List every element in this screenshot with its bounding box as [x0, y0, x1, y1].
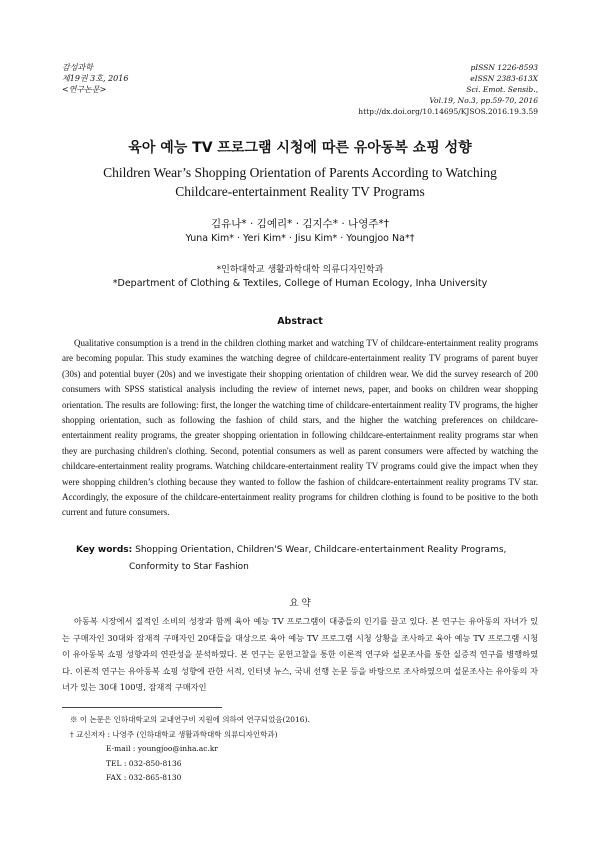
- authors-english: Yuna Kim* · Yeri Kim* · Jisu Kim* · Youngjoo Na*†: [185, 233, 415, 244]
- journal-header-left: [62, 62, 128, 95]
- title-english-line1: Children Wear’s Shopping Orientation of Parents According to Watching: [103, 165, 497, 180]
- title-korean: 육아 예능 TV 프로그램 시청에 따른 유아동복 쇼핑 성향: [128, 140, 472, 156]
- footnote-fax: FAX : 032-865-8130: [106, 773, 182, 782]
- title-english: [60, 163, 540, 201]
- summary-text: 아동복 시장에서 질적인 소비의 성장과 함께 육아 예능 TV 프로그램이 대중들의 인기를 끌고 있다. 본 연구는 유아동의 자녀가 있는 구매자인 30대와 잠재적 구매자인 20대들을 대상으로 육아 예능 TV 프로그램 시청 상황을 조사하고 육아 예능 TV 프로그램 시청이 유아동복 쇼핑 성향과의 연관성을 분석하였다. 본 연구는 문헌고찰을 통한 이론적 연구와 설문조사를 통한 실증적 연구를 병행하였다. 이론적 연구는 유아동복 쇼핑 성향에 관한 서적, 인터넷 뉴스, 국내 선행 논문 등을 바탕으로 조사하였으며 설문조사는 유아동의 자녀가 있는 30대 100명, 잠재적 구매자인: [62, 616, 538, 693]
- abstract-text: Qualitative consumption is a trend in the children clothing market and watching TV of childcare-entertainment reality programs are becoming popular. This study examines the watching degree of childcare-entertainment reality TV programs of parent buyer (30s) and potential buyer (20s) and we investigate their shopping orientation of children wear. We did the survey research of 200 consumers with SPSS statistical analysis including the review of internet news, paper, and books on children wear shopping orientation. The results are following: first, the longer the watching time of childcare-entertainment reality TV programs, the higher shopping orientation, such as following the fashion of child stars, and the higher the watching preferences on childcare-entertainment reality programs, the greater shopping orientation in following childcare-entertainment reality programs star when they are purchasing children's clothing. Second, potential consumers as well as parent consumers were affected by watching the childcare-entertainment reality programs. Watching childcare-entertainment reality TV programs could give the impact when they were shopping children’s clothing because they wanted to follow the fashion of childcare-entertainment reality programs TV star. Accordingly, the exposure of the childcare-entertainment reality programs for children clothing is found to be positive to the both current and future consumers.: [62, 338, 538, 518]
- footnotes: [70, 713, 310, 786]
- footnote-divider: [62, 707, 222, 708]
- title-english-line2: Childcare-entertainment Reality TV Programs: [175, 184, 425, 199]
- keywords-label: Key words:: [76, 545, 133, 555]
- pissn: pISSN 1226-8593: [470, 63, 538, 72]
- abstract-heading: Abstract: [277, 316, 323, 327]
- keywords: [76, 542, 538, 576]
- footnote-corresponding: † 교신저자 : 나영주 (인하대학교 생활과학대학 의류디자인학과): [70, 729, 278, 739]
- article-type: <연구논문>: [62, 85, 107, 94]
- eissn: eISSN 2383-613X: [470, 74, 538, 83]
- journal-volume-ko: 제19권 3호, 2016: [62, 74, 129, 83]
- journal-header-right: [358, 62, 538, 117]
- keywords-line1: Shopping Orientation, Children'S Wear, Childcare-entertainment Reality Programs,: [135, 545, 507, 555]
- footnote-tel: TEL : 032-850-8136: [106, 758, 182, 768]
- journal-name-ko: 감성과학: [62, 63, 93, 72]
- summary-heading: 요 약: [289, 598, 311, 609]
- affiliation-english: *Department of Clothing & Textiles, College of Human Ecology, Inha University: [112, 278, 488, 289]
- doi-link[interactable]: http://dx.doi.org/10.14695/KJSOS.2016.19.3.59: [358, 107, 538, 116]
- footnote-funding: ※ 이 논문은 인하대학교의 교내연구비 지원에 의하여 연구되었음(2016).: [70, 715, 310, 724]
- keywords-line2: Conformity to Star Fashion: [129, 562, 249, 572]
- footnote-email[interactable]: E-mail : youngjoo@inha.ac.kr: [106, 744, 218, 753]
- journal-name-en: Sci. Emot. Sensib.,: [466, 85, 538, 94]
- authors-korean: 김유나* · 김예리* · 김지수* · 나영주*†: [210, 218, 389, 230]
- journal-volume-en: Vol.19, No.3, pp.59-70, 2016: [429, 96, 538, 105]
- affiliation-korean: *인하대학교 생활과학대학 의류디자인학과: [216, 265, 384, 275]
